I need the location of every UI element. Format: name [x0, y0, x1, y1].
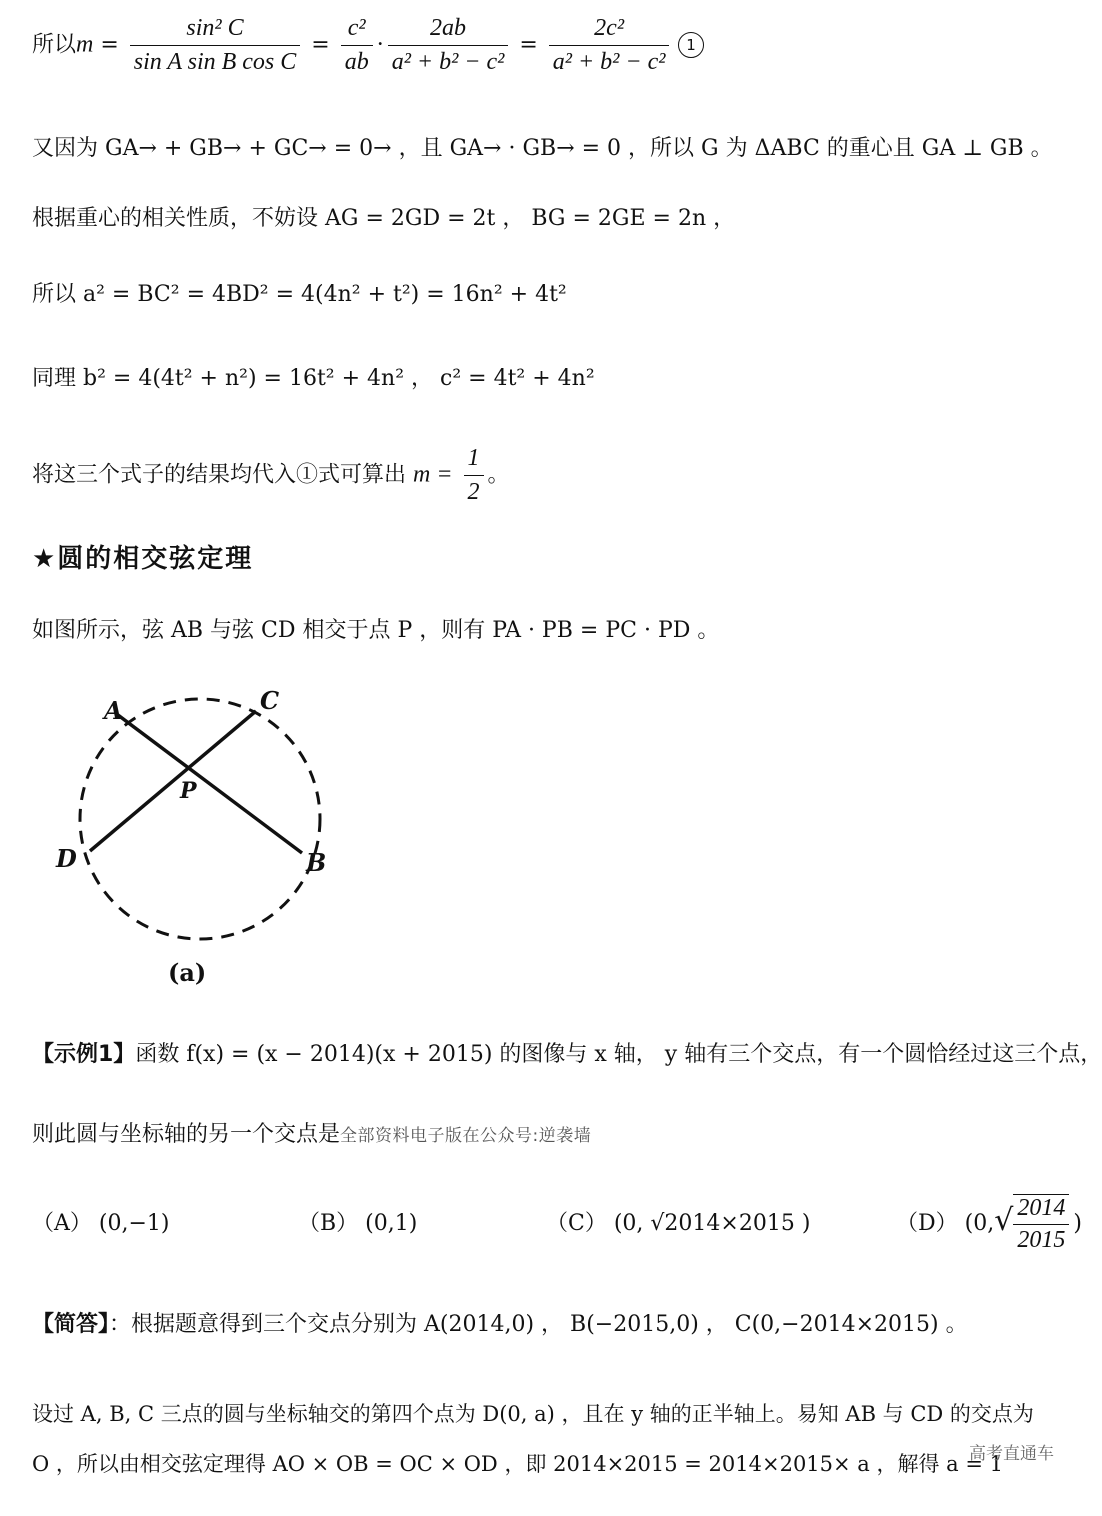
fraction-half — [464, 444, 484, 507]
corner-watermark: 高考直通车 — [969, 1444, 1054, 1464]
equals: = — [519, 32, 538, 58]
figure-caption: (a) — [168, 958, 207, 987]
example-line2-text: 则此圆与坐标轴的另一个交点是 — [32, 1122, 341, 1147]
label-d: D — [56, 844, 77, 873]
fraction-4-den: a² + b² − c² — [552, 48, 666, 75]
half-num: 1 — [464, 444, 484, 476]
fraction-3 — [388, 14, 509, 77]
fraction-2 — [341, 14, 373, 77]
answer-line-1 — [32, 1312, 968, 1338]
fraction-3-num: 2ab — [388, 14, 509, 46]
formula-line-1 — [32, 14, 673, 77]
example-text: 函数 f(x) = (x − 2014)(x + 2015) 的图像与 x 轴， y 轴有三个交点，有一个圆恰经过这三个点， — [135, 1042, 1102, 1067]
answer-line-3: O ，所以由相交弦定理得 AO × OB = OC × OD ，即 2014×2015 = 2014×2015× a ，解得 a = 1 — [32, 1452, 1004, 1476]
dot: · — [376, 32, 384, 58]
answer-line-2: 设过 A, B, C 三点的圆与坐标轴交的第四个点为 D(0, a) ，且在 y 轴的正半轴上。易知 AB 与 CD 的交点为 — [32, 1402, 1034, 1426]
choice-d-num: 2014 — [1013, 1195, 1069, 1225]
label-a: A — [104, 696, 123, 725]
choice-d-fraction — [1013, 1194, 1069, 1254]
section-heading: ★圆的相交弦定理 — [32, 544, 254, 574]
choice-d — [896, 1194, 1082, 1254]
equation-marker: 1 — [678, 32, 704, 58]
example-line-1 — [32, 1042, 1102, 1068]
label-b: B — [306, 848, 327, 877]
example-line-2 — [32, 1122, 591, 1148]
choice-b: （B） (0,1) — [298, 1211, 418, 1236]
fraction-1-den: sin A sin B cos C — [133, 48, 297, 75]
var-m: m — [76, 31, 94, 58]
choice-a: （A） (0,−1) — [32, 1211, 170, 1236]
equals: = — [100, 32, 119, 58]
fraction-1 — [130, 14, 300, 77]
choice-d-prefix: （D） (0, — [896, 1211, 995, 1236]
fraction-4 — [549, 14, 670, 77]
line6-text: 将这三个式子的结果均代入①式可算出 — [32, 462, 407, 488]
fraction-2-num: c² — [341, 14, 373, 46]
fraction-3-den: a² + b² − c² — [391, 48, 505, 75]
label-c: C — [260, 686, 280, 715]
sqrt-icon: √ — [994, 1203, 1014, 1238]
chord-ab — [118, 715, 302, 853]
choice-d-den: 2015 — [1017, 1227, 1066, 1253]
answer-text: ：根据题意得到三个交点分别为 A(2014,0) ， B(−2015,0) ， C(0,−2014×2015) 。 — [109, 1312, 968, 1337]
line6-m: m = — [413, 461, 453, 488]
line6-end: 。 — [487, 462, 510, 488]
choice-d-suffix: ) — [1073, 1211, 1082, 1236]
text-line-5: 同理 b² = 4(4t² + n²) = 16t² + 4n² ， c² = 4t² + 4n² — [32, 366, 595, 391]
half-den: 2 — [467, 478, 480, 505]
answer-label: 【简答】 — [32, 1312, 110, 1337]
fraction-4-num: 2c² — [549, 14, 670, 46]
text-line-2: 又因为 GA→ + GB→ + GC→ = 0→ ，且 GA→ · GB→ = 0 ，所以 G 为 ΔABC 的重心且 GA ⊥ GB 。 — [32, 136, 1053, 161]
chord-figure — [40, 675, 340, 985]
chord-cd — [90, 711, 256, 851]
text-line-4: 所以 a² = BC² = 4BD² = 4(4n² + t²) = 16n² + 4t² — [32, 282, 567, 307]
dashed-circle — [80, 699, 320, 939]
text-line-3: 根据重心的相关性质，不妨设 AG = 2GD = 2t ， BG = 2GE = 2n ， — [32, 206, 736, 231]
example-label: 【示例1】 — [32, 1042, 136, 1067]
equals: = — [311, 32, 330, 58]
text-line-6 — [32, 444, 510, 507]
inline-watermark: 全部资料电子版在公众号:逆袭墙 — [340, 1126, 592, 1146]
fraction-2-den: ab — [344, 48, 369, 75]
label-p: P — [180, 778, 197, 804]
fraction-1-num: sin² C — [130, 14, 300, 46]
formula-prefix: 所以 — [32, 32, 77, 58]
theorem-statement: 如图所示，弦 AB 与弦 CD 相交于点 P ，则有 PA · PB = PC · PD 。 — [32, 618, 720, 643]
choice-c: （C） (0, √2014×2015 ) — [546, 1211, 811, 1236]
